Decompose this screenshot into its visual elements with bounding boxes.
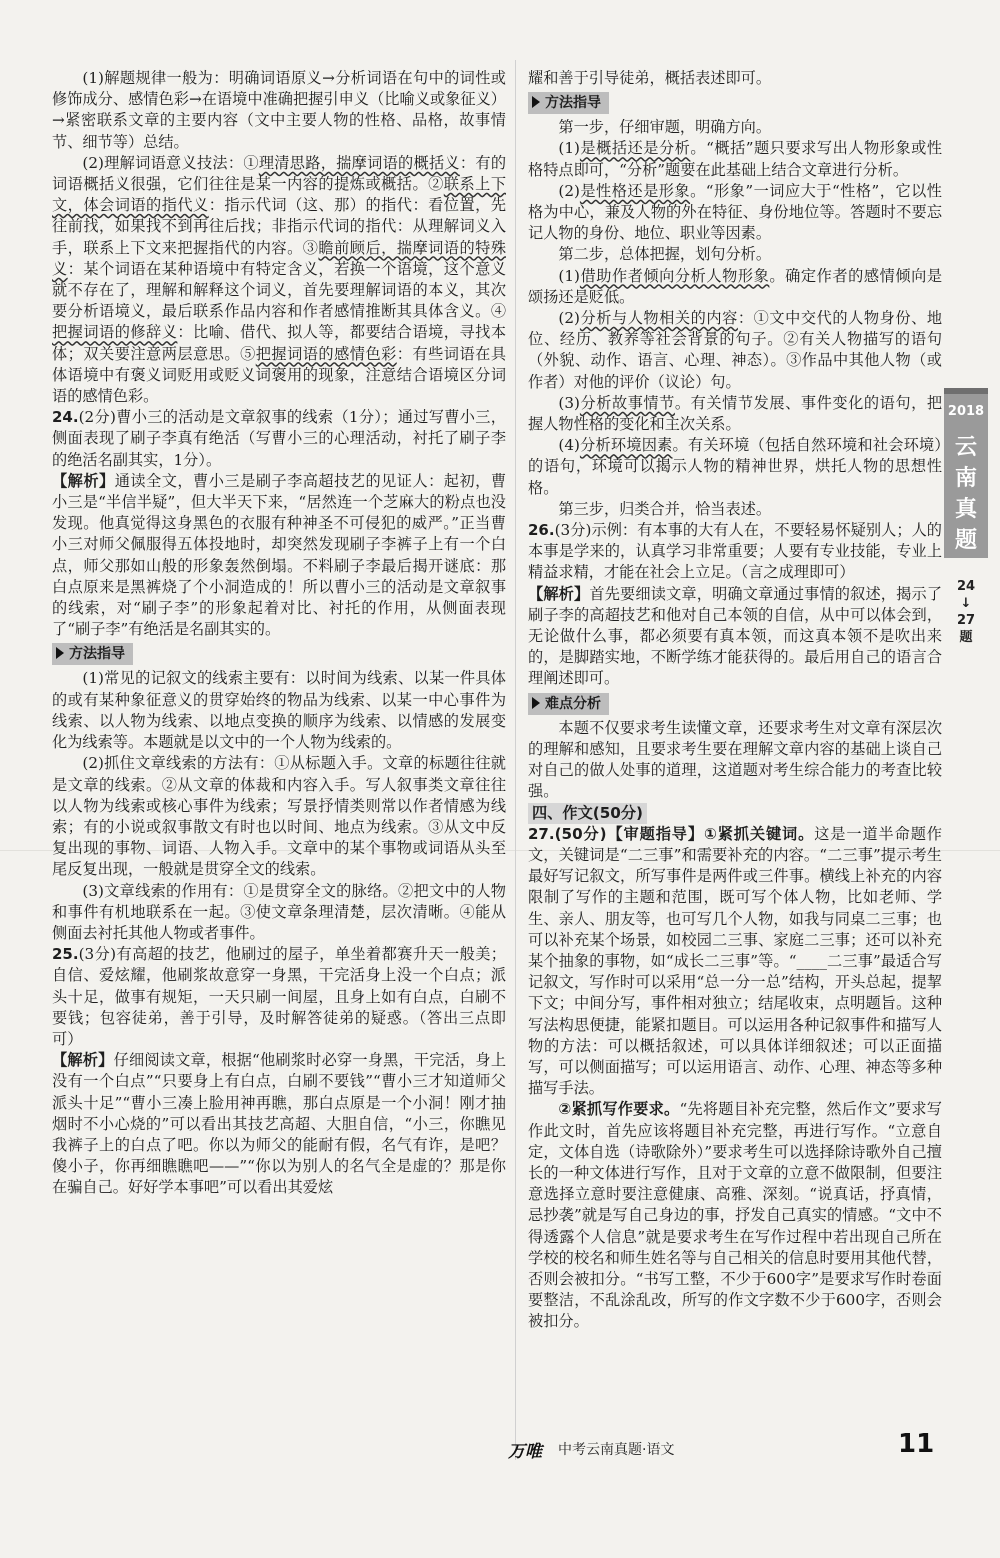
text: (2)理解词语意义技法：① [82, 153, 259, 172]
step-2: 第二步，总体把握，划句分析。 [558, 245, 772, 264]
emphasis: 理清思路，揣摩词语的概括义 [258, 153, 460, 172]
question-27-answer [528, 824, 942, 1100]
question-range [944, 578, 988, 646]
analysis-tag: 【解析】 [52, 471, 115, 490]
step-2-item-3 [528, 393, 942, 435]
emphasis: 分析故事情节 [579, 393, 675, 412]
emphasis: 瞻前顾后，揣摩词语的特殊义 [52, 238, 506, 278]
emphasis: 是性格还是形象 [579, 181, 691, 200]
text: ：有些词语在具体语境中有褒义词贬用或贬义词褒用的现象，注意结合语境区分词语的感情色彩。 [52, 344, 506, 406]
text: 。有关情节发展、事件变化的语句，把握人物性格的变化和主次关系。 [528, 393, 943, 434]
text: (3) [558, 393, 580, 412]
footer-title: 中考云南真题·语文 [558, 1442, 675, 1458]
text: ：某个词语在某种语境中有特定含义，若换一个语境，这个意义就不存在了，理解和解释这个词义，首先要理解词语的本义，其次要分析语境义，最后联系作品内容和作者感情推断其具体含义。④ [52, 259, 506, 321]
paragraph-rule-1: (1)解题规律一般为：明确词语原义→分析词语在句中的词性或修饰成分、感情色彩→在语境中准确把握引申义（比喻义或象征义）→紧密联系文章的主要内容（文中主要人物的性格、品格，故事情节、细节等）总结。 [52, 69, 506, 151]
column-divider [515, 60, 516, 1460]
step-2-item-4 [528, 435, 942, 499]
question-24-analysis [52, 471, 506, 641]
right-column [528, 68, 942, 1333]
down-arrow-icon: ↓ [960, 596, 972, 611]
side-tab-year: 2018 [947, 404, 985, 419]
title-char: 真 [954, 497, 977, 522]
step-1-item-1 [528, 138, 942, 180]
requirements-text: “先将题目补充完整，然后作文”要求写作此文时，首先应该将题目补充完整，再进行写作。“立意自定，文体自选（诗歌除外）”要求考生可以选择除诗歌外自己擅长的一种文体进行写作，且对于文章的立意不做限制，但要注意选择立意时要注意健康、高雅、深刻。“说真话，抒真情，忌抄袭”就是写自己身边的事，抒发自己真实的情感。“文中不得透露个人信息”就是要求考生在写作过程中若出现自己所在学校的校名和师生姓名等与自己相关的信息时要用其他代替，否则会被扣分。“书写工整，不少于600字”是要求写作时卷面要整洁，不乱涂乱改，所写的作文字数不少于600字，否则会被扣分。 [528, 1100, 942, 1331]
label-text: 方法指导 [545, 95, 601, 112]
triangle-icon [532, 697, 540, 709]
text: (2) [558, 309, 580, 328]
text: ：指示代词（这、那）的指代：看位置，先往前找，如果找不到再往后找；非指示代词的指代：从理解词义入手，联系上下文来把握指代的内容。③ [52, 196, 506, 257]
step-1-item-2 [528, 181, 942, 245]
answer-text: (3分)示例：有本事的大有人在，不要轻易怀疑别人；人的本事是学来的，认真学习非常重要；人要有专业技能，专业上精益求精，才能在社会上立足。（言之成理即可） [528, 521, 942, 582]
analysis-text: 仔细阅读文章，根据“他刷浆时必穿一身黑，干完活，身上没有一个白点”“只要身上有白点，白刷不要钱”“曹小三才知道师父派头十足”“曹小三凑上脸用神再瞧，那白点原是一个小洞！刚才抽烟时不小心烧的”可以看出其技艺高超、大胆自信，“小三，你瞧见我裤子上的白点了吧。你以为师父的能耐有假，名气有诈，是吧？傻小子，你再细瞧瞧吧——”“你以为别人的名气全是虚的？那是你在骗自己。好好学本事吧”可以看出其爱炫 [52, 1051, 507, 1197]
step-1: 第一步，仔细审题，明确方向。 [558, 118, 772, 137]
page-number: 11 [898, 1429, 935, 1459]
analysis-text: 首先要细读文章，明确文章通过事情的叙述，揭示了刷子李的高超技艺和他对自己本领的自信，从中可以体会到，无论做什么事，都必须要有真本领，而这真本领不是吹出来的，是脚踏实地，不断学练才能获得的。最后用自己的语言合理阐述即可。 [528, 584, 943, 688]
emphasis: 借助作者倾向分析人物形象 [579, 266, 770, 285]
answer-text: 这是一道半命题作文，关键词是“二三事”和需要补充的内容。“二三事”提示考生最好写记叙文，所写事件是两件或三件事。横线上补充的内容限制了写作的主题和范围，既可写个体人物，比如老师、学生、亲人、朋友等，也可写几个人物，如我与同桌二三事；也可以补充某个场景，如校园二三事、家庭二三事；还可以补充某个抽象的事物，如“成长二三事”等。“____二三事”最适合写记叙文，写作时可以采用“总一分一总”结构，开头总起，提挈下文；中间分写，事件相对独立；结尾收束，点明题旨。这种写法构思便捷，能紧扣题目。可以运用各种记叙事件和描写人物的方法：可以概括叙述，可以具体详细叙述；可以正面描写，可以侧面描写；可以运用语言、动作、心理、神态等多种描写手法。 [528, 824, 942, 1098]
difficulty-text: 本题不仅要求考生读懂文章，还要求考生对文章有深层次的理解和感知，且要求考生要在理解文章内容的基础上谈自己对自己的做人处事的道理，这道题对考生综合能力的考查比较强。 [528, 718, 942, 801]
emphasis: 联系上下文，体会词语的指代义 [52, 175, 506, 215]
text: ：①文中交代的人物身份、地位、经历、教养等社会背景的句子。②有关人物描写的语句（外貌、动作、语言、心理、神态）。③作品中其他人物（或作者）对他的评价（议论）句。 [528, 309, 943, 391]
emphasis: 分析与人物相关的内容 [579, 309, 738, 328]
text: ：有的词语概括义很强，它们往往是某一内容的提炼或概括。② [52, 153, 507, 194]
emphasis: 把握词语的修辞义 [52, 323, 178, 342]
brand-logo: 万唯 [508, 1442, 542, 1462]
question-25-analysis [52, 1050, 506, 1198]
text: ：比喻、借代、拟人等，都要结合语境，寻找本体；双关要注意两层意思。⑤ [52, 323, 506, 363]
text: 。确定作者的感情倾向是颂扬还是贬低。 [528, 266, 943, 306]
question-number: 26. [528, 521, 555, 540]
emphasis: 分析环境因素 [579, 436, 673, 455]
answer-text: (2分)曹小三的活动是文章叙事的线索（1分）；通过写曹小三，侧面表现了刷子李真有绝活（写曹小三的心理活动，衬托了刷子李的绝活名副其实，1分）。 [52, 408, 506, 469]
range-from: 24 [956, 579, 976, 594]
emphasis: 把握词语的感情色彩 [255, 344, 397, 363]
question-number: 25. [52, 945, 79, 964]
step-2-item-1 [528, 266, 942, 308]
text: (4) [558, 436, 580, 455]
label-text: 难点分析 [545, 695, 601, 712]
requirements-tag: ②紧抓写作要求。 [558, 1100, 680, 1119]
question-25-analysis-cont: 耀和善于引导徒弟，概括表述即可。 [528, 69, 771, 87]
title-char: 云 [954, 435, 977, 460]
method-guide-label [52, 643, 133, 665]
title-char: 题 [954, 528, 977, 553]
triangle-icon [532, 96, 540, 108]
answer-text: (3分)有高超的技艺，他刷过的屋子，单坐着都赛升天一般美；自信、爱炫耀，他刷浆故意穿一身黑，干完活身上没一个白点；派头十足，做事有规矩，一天只刷一间屋，且身上如有白点，白刷不要钱；包容徒弟，善于引导，及时解答徒弟的疑惑。（答出三点即可） [52, 945, 506, 1048]
range-to: 27 [956, 613, 976, 628]
section-4-heading [528, 803, 942, 824]
method-para-2: (2)抓住文章线索的方法有：①从标题入手。文章的标题往往就是文章的线索。②从文章的体裁和内容入手。写人叙事类文章往往以人物为线索或核心事件为线索；写景抒情类则常以作者情感为线索；有的小说或叙事散文有时也以时间、地点为线索。③从文中反复出现的事物、词语、人物入手。文章中的某个事物或词语从头至尾反复出现，一般就是贯穿全文的线索。 [52, 754, 506, 879]
label-text: 方法指导 [69, 646, 125, 663]
text: (1) [558, 266, 580, 285]
question-24-answer [52, 407, 506, 471]
analysis-tag: 【解析】 [52, 1051, 114, 1070]
question-number: 27. [528, 824, 555, 843]
question-26-answer [528, 520, 942, 584]
question-26-analysis [528, 584, 942, 690]
text: (1) [558, 139, 580, 158]
difficulty-analysis-label [528, 693, 609, 715]
analysis-tag: 【解析】 [528, 584, 590, 603]
question-25-answer [52, 944, 506, 1050]
side-tab-title [944, 432, 988, 556]
analysis-text: 通读全文，曹小三是刷子李高超技艺的见证人：起初，曹小三是“半信半疑”，但大半天下来，“居然连一个芝麻大的粉点也没发现。他真觉得这身黑色的衣服有种神圣不可侵犯的威严。”正当曹小三对师父佩服得五体投地时，却突然发现刷子李裤子上有一个白点，师父那如山般的形象轰然倒塌。不料刷子李最后揭开谜底：那白点原来是黑裤烧了个小洞造成的！所以曹小三的活动是文章叙事的线索，对“刷子李”的形象起着对比、衬托的作用，从侧面表现了“刷子李”有绝活是名副其实的。 [52, 471, 506, 639]
step-3: 第三步，归类合并，恰当表述。 [558, 499, 772, 518]
question-27-requirements [528, 1099, 942, 1332]
section-heading: 四、作文(50分) [528, 803, 647, 824]
method-para-1: (1)常见的记叙文的线索主要有：以时间为线索、以某一件具体的或有某种象征意义的贯穿始终的物品为线索、以某一中心事件为线索、以人物为线索、以地点变换的顺序为线索、以情感的发展变化为线索等。本题就是以文中的一个人物为线索的。 [52, 669, 506, 752]
emphasis: 是概括还是分析 [579, 139, 691, 158]
method-para-3: (3)文章线索的作用有：①是贯穿全文的脉络。②把文中的人物和事件有机地联系在一起。③使文章条理清楚，层次清晰。④能从侧面去衬托其他人物或者事件。 [52, 881, 506, 942]
tab-top-bar [944, 388, 988, 394]
text: 。“形象”一词应大于“性格”，它以性格为中心，兼及人物的外在特征、身份地位等。答题时不要忘记人物的身份、地位、职业等因素。 [528, 181, 942, 243]
paragraph-rule-2 [52, 153, 506, 407]
question-number: 24. [52, 408, 79, 427]
method-guide-label [528, 92, 609, 114]
left-column [52, 68, 506, 1199]
range-suffix: 题 [959, 630, 973, 645]
triangle-icon [56, 647, 64, 659]
text: 。有关环境（包括自然环境和社会环境）的语句，环境可以揭示人物的精神世界，烘托人物的思想性格。 [528, 436, 942, 497]
title-char: 南 [954, 466, 977, 491]
text: (2) [558, 181, 580, 200]
text: 。“概括”题只要求写出人物形象或性格特点即可，“分析”题要在此基础上结合文章进行分析。 [528, 139, 943, 179]
guide-tag: (50分)【审题指导】①紧抓关键词。 [554, 824, 815, 843]
step-2-item-2 [528, 308, 942, 393]
